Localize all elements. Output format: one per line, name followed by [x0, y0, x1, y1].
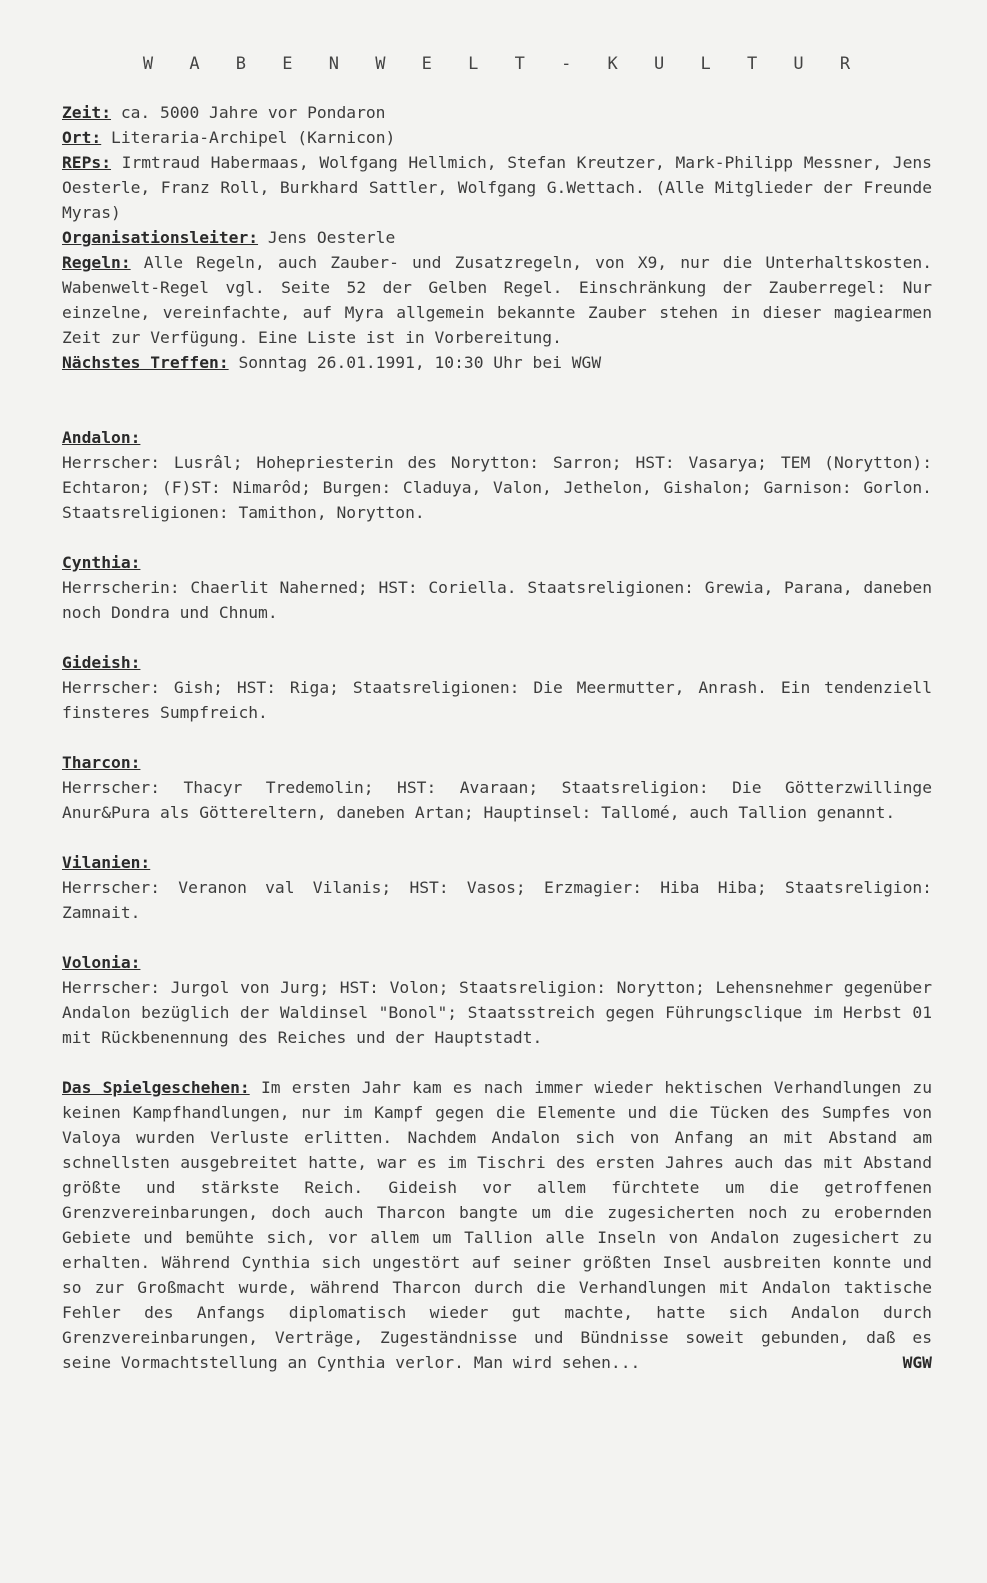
- realm-heading-andalon: Andalon:: [62, 428, 141, 447]
- meta-zeit: [62, 100, 932, 125]
- realm-text-volonia: Herrscher: Jurgol von Jurg; HST: Volon; Staatsreligion: Norytton; Lehensnehmer gegenüber Andalon bezüglich der Waldinsel "Bonol"; Staatsstreich gegen Führungsclique im Herbst 01 mit Rückbenennung des Reiches und der Hauptstadt.: [62, 978, 932, 1047]
- realm-text-vilanien: Herrscher: Veranon val Vilanis; HST: Vasos; Erzmagier: Hiba Hiba; Staatsreligion: Zamnait.: [62, 878, 932, 922]
- reps-value: Irmtraud Habermaas, Wolfgang Hellmich, Stefan Kreutzer, Mark-Philipp Messner, Jens Oesterle, Franz Roll, Burkhard Sattler, Wolfgang G.Wettach. (Alle Mitglieder der Freunde Myras): [62, 153, 932, 222]
- treffen-value: Sonntag 26.01.1991, 10:30 Uhr bei WGW: [238, 353, 602, 372]
- meta-regeln: [62, 250, 932, 350]
- regeln-value: Alle Regeln, auch Zauber- und Zusatzregeln, von X9, nur die Unterhaltskosten. Wabenwelt-Regel vgl. Seite 52 der Gelben Regel. Einschränkung der Zauberregel: Nur einzelne, vereinfachte, auf Myra allgemein bekannte Zauber stehen in dieser magiearmen Zeit zur Verfügung. Eine Liste ist in Vorbereitung.: [62, 253, 932, 347]
- ort-value: Literaria-Archipel (Karnicon): [111, 128, 396, 147]
- regeln-label: Regeln:: [62, 253, 131, 272]
- zeit-value: ca. 5000 Jahre vor Pondaron: [120, 103, 386, 122]
- realm-heading-cynthia: Cynthia:: [62, 553, 141, 572]
- game-label: Das Spielgeschehen:: [62, 1078, 250, 1097]
- game-section: [62, 1075, 932, 1375]
- zeit-label: Zeit:: [62, 103, 112, 122]
- document-title: W A B E N W E L T - K U L T U R: [142, 54, 864, 74]
- realm-heading-gideish: Gideish:: [62, 653, 141, 672]
- realm-text-tharcon: Herrscher: Thacyr Tredemolin; HST: Avaraan; Staatsreligion: Die Götterzwillinge Anur&Pura als Göttereltern, daneben Artan; Hauptinsel: Tallomé, auch Tallion genannt.: [62, 778, 932, 822]
- reps-label: REPs:: [62, 153, 112, 172]
- realm-text-andalon: Herrscher: Lusrâl; Hohepriesterin des Norytton: Sarron; HST: Vasarya; TEM (Norytton): Echtaron; (F)ST: Nimarôd; Burgen: Claduya, Valon, Jethelon, Gishalon; Garnison: Gorlon. Staatsreligionen: Tamithon, Norytton.: [62, 453, 932, 522]
- meta-org: [62, 225, 932, 250]
- realm-heading-volonia: Volonia:: [62, 953, 141, 972]
- realm-text-cynthia: Herrscherin: Chaerlit Naherned; HST: Coriella. Staatsreligionen: Grewia, Parana, daneben noch Dondra und Chnum.: [62, 578, 932, 622]
- realm-heading-tharcon: Tharcon:: [62, 753, 141, 772]
- meta-treffen: [62, 350, 932, 375]
- realm-text-gideish: Herrscher: Gish; HST: Riga; Staatsreligionen: Die Meermutter, Anrash. Ein tendenziell finsteres Sumpfreich.: [62, 678, 932, 722]
- meta-ort: [62, 125, 932, 150]
- meta-reps: [62, 150, 932, 225]
- realm-heading-vilanien: Vilanien:: [62, 853, 151, 872]
- org-value: Jens Oesterle: [267, 228, 396, 247]
- org-label: Organisationsleiter:: [62, 228, 259, 247]
- signature: WGW: [902, 1353, 932, 1372]
- ort-label: Ort:: [62, 128, 102, 147]
- treffen-label: Nächstes Treffen:: [62, 353, 229, 372]
- game-text: Im ersten Jahr kam es nach immer wieder hektischen Verhandlungen zu keinen Kampfhandlungen, nur im Kampf gegen die Elemente und die Tücken des Sumpfes von Valoya wurden Verluste erlitten. Nachdem Andalon sich von Anfang an mit Abstand am schnellsten ausgebreitet hatte, war es im Tischri des ersten Jahres auch das mit Abstand größte und stärkste Reich. Gideish vor allem fürchtete um die getroffenen Grenzvereinbarungen, doch auch Tharcon bangte um die zugesicherten noch zu erobernden Gebiete und bemühte sich, vor allem um Tallion alle Inseln von Andalon zugesichert zu erhalten. Während Cynthia sich ungestört auf seiner größten Insel ausbreiten konnte und so zur Großmacht wurde, während Tharcon durch die Verhandlungen mit Andalon taktische Fehler des Anfangs diplomatisch wieder gut machte, hatte sich Andalon durch Grenzvereinbarungen, Verträge, Zugeständnisse und Bündnisse soweit gebunden, daß es seine Vormachtstellung an Cynthia verlor. Man wird sehen...: [62, 1078, 933, 1372]
- document-page: [62, 54, 932, 1375]
